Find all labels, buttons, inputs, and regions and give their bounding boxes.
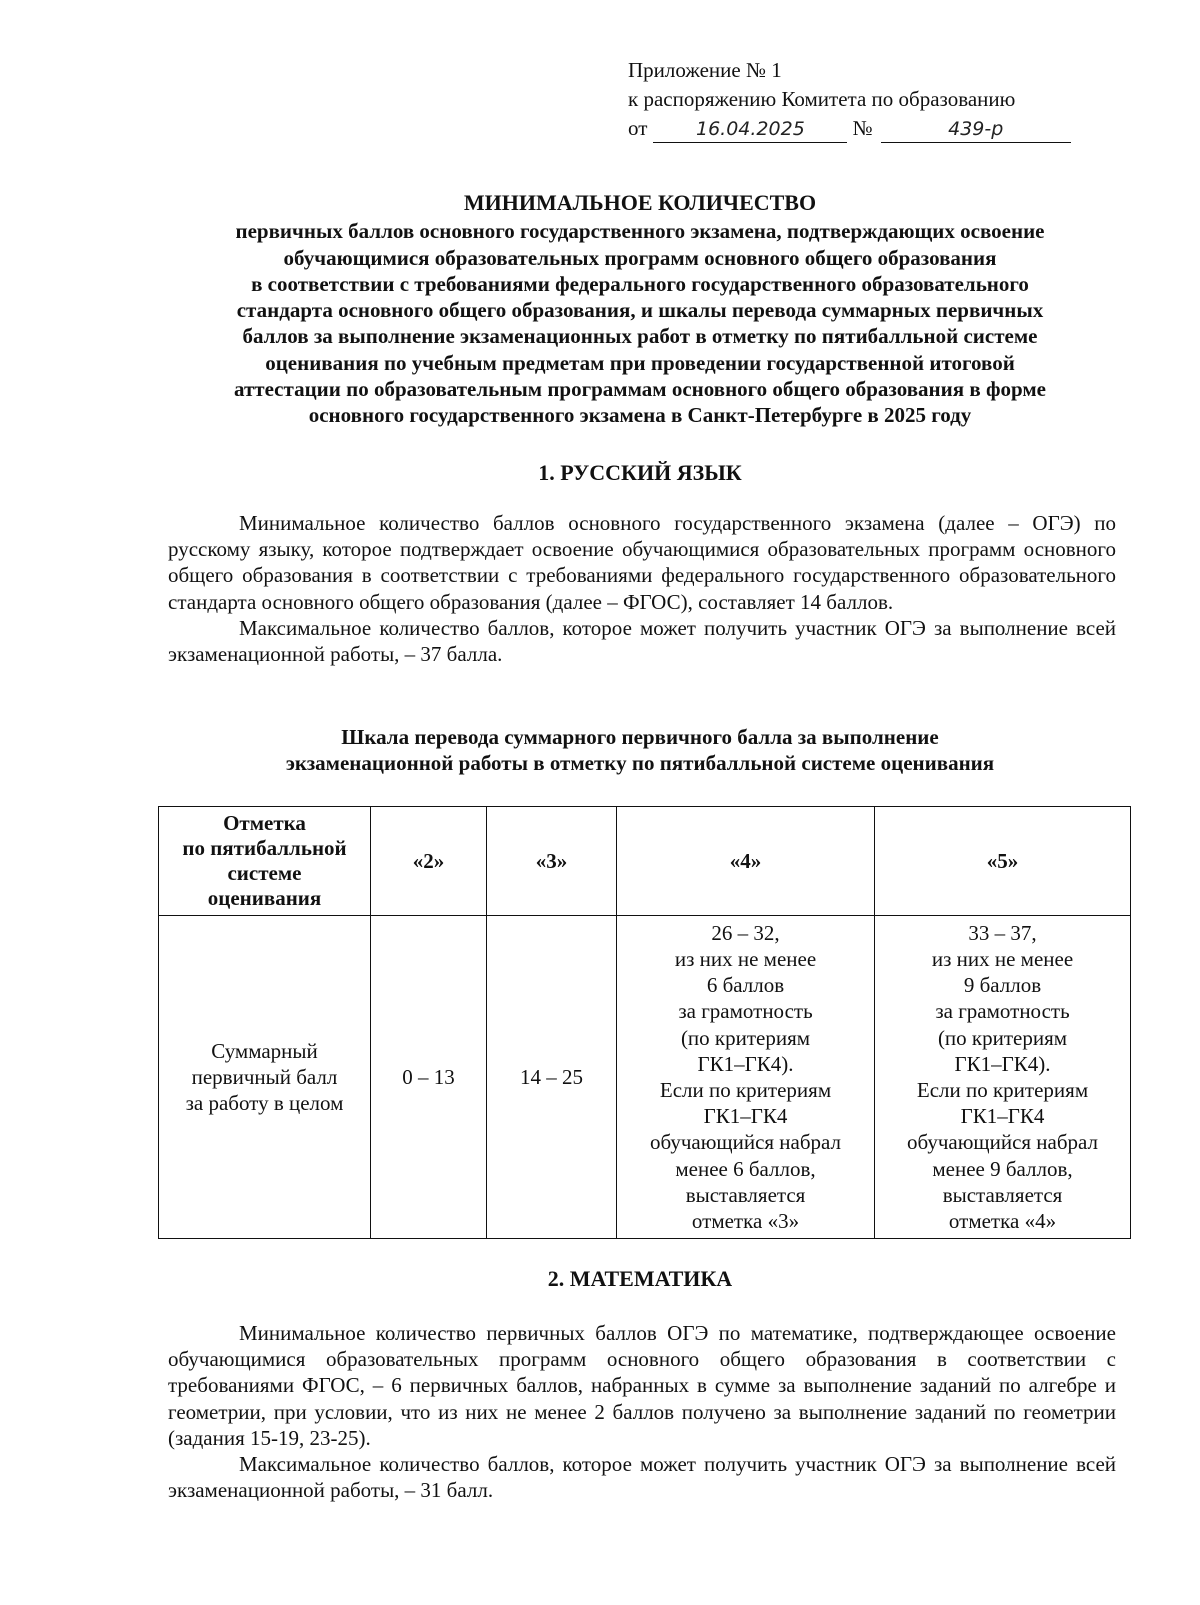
section2-paragraph-min: Минимальное количество первичных баллов ОГЭ по математике, подтверждающее освоение обучающимися образовательных программ основного общего образования в соответствии с требованиями ФГОС, – 6 первичных баллов, набранных в сумме за выполнение заданий по алгебре и геометрии, при условии, что из них не менее 2 баллов получено за выполнение заданий по геометрии (задания 15-19, 23-25). [168,1321,1116,1450]
section-heading-math: 2. МАТЕМАТИКА [547,1266,733,1291]
title-line: оценивания по учебным предметам при проведении государственной итоговой [265,350,1015,375]
cell-line: из них не менее [931,946,1074,971]
title-line: в соответствии с требованиями федерального государственного образовательного [251,271,1029,296]
row-label-line: первичный балл [191,1064,338,1089]
appendix-block [628,56,1098,143]
row-label [159,916,371,1239]
cell-line: выставляется [942,1182,1063,1207]
cell-line: обучающийся набрал [906,1130,1099,1155]
section-heading-russian: 1. РУССКИЙ ЯЗЫК [538,460,742,485]
table-caption-line: экзаменационной работы в отметку по пятибалльной системе оценивания [285,751,995,775]
appendix-order: к распоряжению Комитета по образованию [628,87,1016,111]
table-caption-line: Шкала перевода суммарного первичного балла за выполнение [341,725,939,749]
row-label-line: за работу в целом [185,1091,344,1116]
number-handwritten: 439-р [881,118,1071,143]
cell-line: 33 – 37, [968,920,1037,945]
table-row [159,916,1131,1239]
date-handwritten: 16.04.2025 [653,118,847,143]
cell-line: отметка «4» [948,1209,1057,1234]
cell-line: 9 баллов [963,973,1042,998]
cell-line: Если по критериям [659,1078,832,1102]
cell-line: (по критериям [937,1025,1068,1050]
header-label-line: по пятибалльной [182,836,347,860]
date-prefix: от [628,116,648,140]
title-heading: МИНИМАЛЬНОЕ КОЛИЧЕСТВО [463,190,817,215]
cell-line: менее 6 баллов, [675,1156,816,1181]
header-grade-label [159,807,371,916]
row-label-line: Суммарный [211,1038,318,1063]
section1-text [168,510,1116,667]
cell-line: Если по критериям [916,1078,1089,1102]
document-title [160,190,1120,429]
cell-grade-2: 0 – 13 [371,916,487,1239]
grade-scale-table [158,806,1131,1239]
header-grade-5: «5» [875,807,1131,916]
cell-line: менее 9 баллов, [932,1156,1073,1181]
appendix-title: Приложение № 1 [628,58,782,82]
section1-paragraph-min: Минимальное количество баллов основного государственного экзамена (далее – ОГЭ) по русскому языку, которое подтверждает освоение обучающимися образовательных программ основного общего образования в соответствии с требованиями федерального государственного образовательного стандарта основного общего образования (далее – ФГОС), составляет 14 баллов. [168,511,1116,614]
header-label-line: Отметка [223,811,306,835]
section2-paragraph-max: Максимальное количество баллов, которое может получить участник ОГЭ за выполнение всей экзаменационной работы, – 31 балл. [168,1452,1116,1503]
header-label-line: системе [227,861,302,885]
cell-line: ГК1–ГК4 [960,1104,1045,1129]
cell-line: ГК1–ГК4). [697,1051,794,1076]
cell-line: из них не менее [674,946,817,971]
cell-line: ГК1–ГК4 [703,1104,788,1129]
header-grade-4: «4» [617,807,875,916]
header-label-line: оценивания [207,886,322,910]
title-line: аттестации по образовательным программам основного общего образования в форме [234,377,1046,402]
header-grade-2: «2» [371,807,487,916]
cell-line: 26 – 32, [711,920,780,945]
cell-grade-3: 14 – 25 [487,916,617,1239]
table-header-row [159,807,1131,916]
section1-paragraph-max: Максимальное количество баллов, которое может получить участник ОГЭ за выполнение всей экзаменационной работы, – 37 балла. [168,615,1116,667]
title-line: стандарта основного общего образования, и шкалы перевода суммарных первичных [236,298,1044,323]
cell-line: 6 баллов [706,973,785,998]
title-line: баллов за выполнение экзаменационных работ в отметку по пятибалльной системе [242,324,1038,349]
section2-text [168,1320,1116,1503]
cell-grade-4 [617,916,875,1239]
number-sign: № [852,116,873,140]
cell-line: выставляется [685,1182,806,1207]
cell-line: за грамотность [935,999,1070,1024]
cell-line: обучающийся набрал [649,1130,842,1155]
title-line: основного государственного экзамена в Санкт-Петербурге в 2025 году [308,403,972,428]
title-line: первичных баллов основного государственного экзамена, подтверждающих освоение [235,219,1045,244]
table-caption [160,724,1120,776]
appendix-date-number-line [628,114,1098,143]
cell-line: (по критериям [680,1025,811,1050]
cell-line: отметка «3» [691,1209,800,1234]
title-line: обучающимися образовательных программ основного общего образования [283,245,997,270]
header-grade-3: «3» [487,807,617,916]
cell-line: ГК1–ГК4). [954,1051,1051,1076]
cell-line: за грамотность [678,999,813,1024]
cell-grade-5 [875,916,1131,1239]
